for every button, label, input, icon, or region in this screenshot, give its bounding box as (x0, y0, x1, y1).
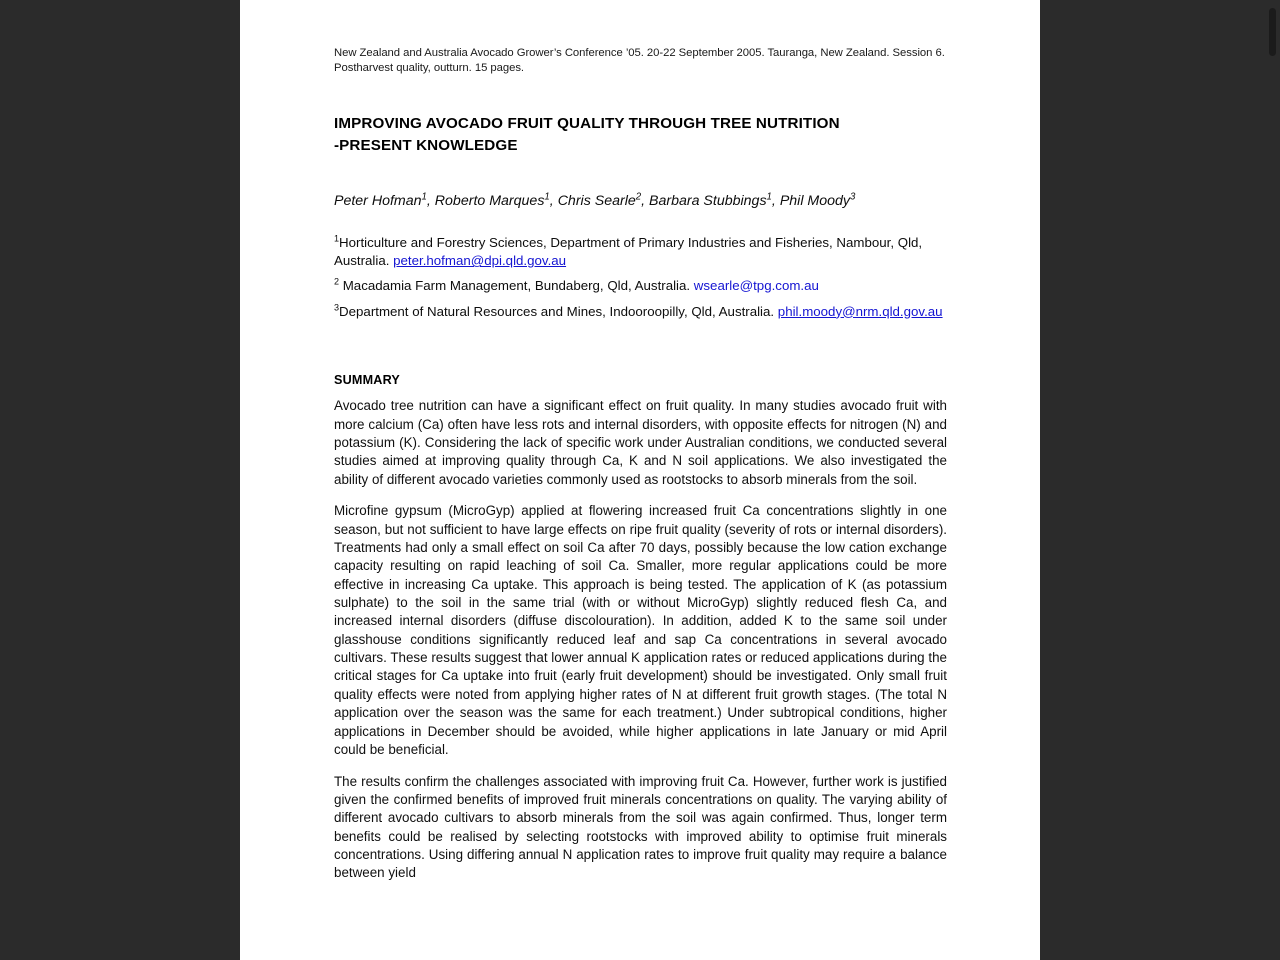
author-name-1: Peter Hofman (334, 193, 422, 209)
author-affiliation-marker-5: 3 (850, 191, 856, 203)
page-title-line-1: IMPROVING AVOCADO FRUIT QUALITY THROUGH TREE NUTRITION (334, 115, 840, 132)
running-header: New Zealand and Australia Avocado Grower’s Conference ’05. 20-22 September 2005. Tauranga, New Zealand. Session 6. Postharvest quality, outturn. 15 pages. (334, 47, 945, 74)
affiliation-marker-1: 1 (334, 233, 340, 244)
affiliation-list (334, 234, 947, 321)
page-content-area (334, 0, 947, 896)
author-name-2: Roberto Marques (434, 193, 545, 209)
author-name-5: Phil Moody (779, 193, 850, 209)
affiliation-text-2: Macadamia Farm Management, Bundaberg, Qld, Australia. (339, 278, 694, 294)
document-page (240, 0, 1040, 960)
page-title-line-2: -PRESENT KNOWLEDGE (334, 136, 518, 154)
section-heading-summary: SUMMARY (334, 372, 400, 387)
summary-paragraph-1: Avocado tree nutrition can have a significant effect on fruit quality. In many studies avocado fruit with more calcium (Ca) often have less rots and internal disorders, with opposite effects for nitrogen (N) and potassium (K). Considering the lack of specific work under Australian conditions, we conducted several studies aimed at improving quality through Ca, K and N soil applications. We also investigated the ability of different avocado varieties commonly used as rootstocks to absorb minerals from the soil. (334, 398, 947, 487)
summary-paragraph-2: Microfine gypsum (MicroGyp) applied at flowering increased fruit Ca concentrations slightly in one season, but not sufficient to have large effects on ripe fruit quality (severity of rots or internal disorders). Treatments had only a small effect on soil Ca after 70 days, possibly because the low cation exchange capacity resulting on rapid leaching of soil Ca. Smaller, more regular applications could be more effective in increasing Ca uptake. This approach is being tested. The application of K (as potassium sulphate) to the soil in the same trial (with or without MicroGyp) slightly reduced flesh Ca, and increased internal disorders (diffuse discolouration). In addition, added K to the same soil under glasshouse conditions significantly reduced leaf and sap Ca concentrations in several avocado cultivars. These results suggest that lower annual K application rates or reduced applications during the critical stages for Ca uptake into fruit (early fruit development) should be investigated. Only small fruit quality effects were noted from applying higher rates of N at different fruit growth stages. (The total N application over the season was the same for each treatment.) Under subtropical conditions, higher applications in December should be avoided, while higher applications in late January or mid April could be beneficial. (334, 503, 947, 757)
affiliation-text-3: Department of Natural Resources and Mines, Indooroopilly, Qld, Australia. (339, 303, 778, 319)
vertical-scrollbar[interactable] (1265, 0, 1280, 960)
author-affiliation-marker-4: 1 (766, 191, 772, 203)
author-separator-2: , (549, 193, 558, 209)
page-title (334, 113, 947, 156)
author-separator-1: , (426, 193, 435, 209)
email-link-2[interactable]: wsearle@tpg.com.au (693, 278, 819, 294)
affiliation-text-1: Horticulture and Forestry Sciences, Department of Primary Industries and Fisheries, Nambour, Qld, Australia. (334, 235, 923, 269)
author-name-3: Chris Searle (557, 193, 636, 209)
author-affiliation-marker-1: 1 (421, 191, 427, 203)
author-list (334, 192, 947, 211)
affiliation-1 (334, 234, 947, 270)
email-link-1[interactable]: peter.hofman@dpi.qld.gov.au (393, 253, 567, 269)
scrollbar-thumb[interactable] (1269, 8, 1276, 56)
affiliation-marker-3: 3 (334, 302, 340, 313)
affiliation-2 (334, 277, 947, 295)
author-separator-4: , (771, 193, 780, 209)
author-separator-3: , (641, 193, 650, 209)
author-affiliation-marker-3: 2 (635, 191, 642, 203)
email-link-3[interactable]: phil.moody@nrm.qld.gov.au (777, 303, 943, 319)
author-name-4: Barbara Stubbings (649, 193, 767, 209)
affiliation-marker-2: 2 (334, 276, 340, 287)
summary-paragraph-3: The results confirm the challenges associated with improving fruit Ca. However, further work is justified given the confirmed benefits of improved fruit minerals concentrations on quality. The varying ability of different avocado cultivars to absorb minerals from the soil was again confirmed. Thus, longer term benefits could be realised by selecting rootstocks with improved ability to optimise fruit minerals concentrations. Using differing annual N application rates to improve fruit quality may require a balance between yield (334, 773, 947, 881)
affiliation-3 (334, 303, 947, 321)
author-affiliation-marker-2: 1 (544, 191, 550, 203)
